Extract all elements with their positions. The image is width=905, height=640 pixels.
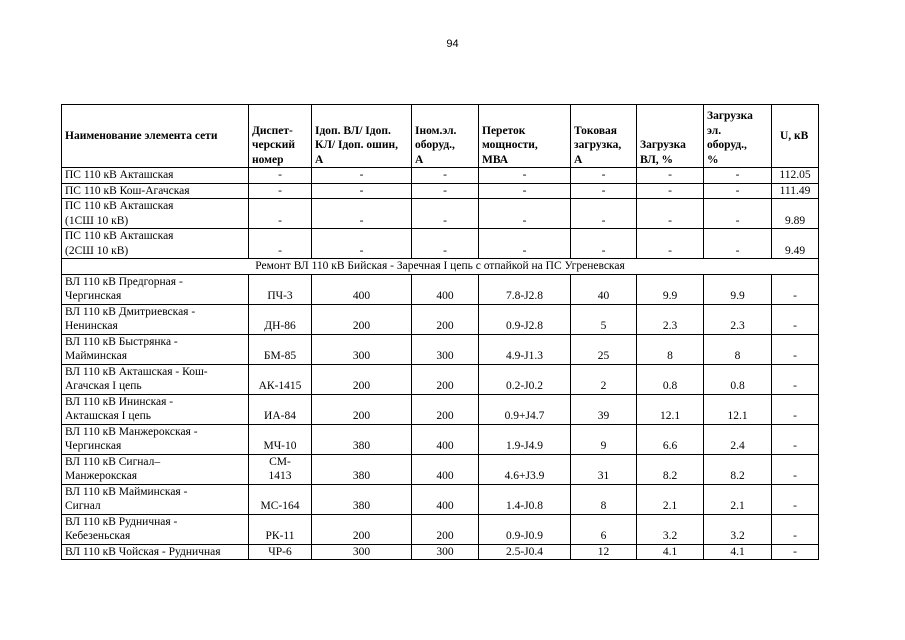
table-cell: 7.8-J2.8	[479, 274, 571, 304]
table-cell: 0.9+J4.7	[479, 394, 571, 424]
table-row	[62, 183, 819, 199]
table-cell: 9.49	[772, 229, 819, 259]
table-cell: 200	[312, 304, 412, 334]
table-cell: -	[479, 199, 571, 229]
table-row	[62, 274, 819, 304]
table-row	[62, 544, 819, 560]
row-element-name: ПС 110 кВ Кош-Агачская	[62, 183, 249, 199]
table-cell: -	[772, 364, 819, 394]
table-cell: 300	[312, 334, 412, 364]
section-row	[62, 259, 819, 275]
table-cell: 25	[571, 334, 637, 364]
table-cell: 40	[571, 274, 637, 304]
table-cell: 380	[312, 484, 412, 514]
table-cell: -	[772, 514, 819, 544]
header-current-load: Токовая загрузка, А	[571, 105, 637, 168]
table-cell: -	[312, 199, 412, 229]
table-cell: -	[412, 199, 479, 229]
table-cell: 39	[571, 394, 637, 424]
table-cell: ДН-86	[249, 304, 312, 334]
table-cell: 2.3	[704, 304, 772, 334]
table-cell: 8	[704, 334, 772, 364]
table-cell: -	[571, 229, 637, 259]
table-cell: -	[704, 183, 772, 199]
table-cell: -	[249, 199, 312, 229]
table-cell: 8	[637, 334, 704, 364]
table-row	[62, 484, 819, 514]
row-element-name: ВЛ 110 кВ Манжерокская - Чергинская	[62, 424, 249, 454]
table-cell: -	[772, 274, 819, 304]
row-element-name: ВЛ 110 кВ Рудничная - Кебезеньская	[62, 514, 249, 544]
header-row	[62, 105, 819, 168]
table-cell: 5	[571, 304, 637, 334]
row-element-name: ПС 110 кВ Акташская (1СШ 10 кВ)	[62, 199, 249, 229]
table-cell: -	[412, 183, 479, 199]
table-cell: РК-11	[249, 514, 312, 544]
table-cell: -	[772, 394, 819, 424]
table-cell: 12.1	[704, 394, 772, 424]
table-cell: 6.6	[637, 424, 704, 454]
network-load-table	[61, 104, 819, 560]
table-cell: 1.9-J4.9	[479, 424, 571, 454]
row-element-name: ВЛ 110 кВ Дмитриевская - Ненинская	[62, 304, 249, 334]
table-cell: 4.1	[704, 544, 772, 560]
table-cell: 9.89	[772, 199, 819, 229]
table-cell: -	[571, 183, 637, 199]
table-cell: -	[312, 168, 412, 184]
table-cell: -	[637, 168, 704, 184]
table-cell: ИА-84	[249, 394, 312, 424]
table-cell: 200	[412, 394, 479, 424]
table-cell: 2.4	[704, 424, 772, 454]
table-cell: 9.9	[704, 274, 772, 304]
table-row	[62, 394, 819, 424]
table-cell: 380	[312, 454, 412, 484]
row-element-name: ПС 110 кВ Акташская (2СШ 10 кВ)	[62, 229, 249, 259]
page-number: 94	[446, 38, 459, 50]
table-cell: -	[704, 229, 772, 259]
table-cell: 0.2-J0.2	[479, 364, 571, 394]
table-cell: 3.2	[637, 514, 704, 544]
table-cell: 400	[412, 424, 479, 454]
table-cell: -	[479, 229, 571, 259]
header-voltage: U, кВ	[772, 105, 819, 168]
table-header	[62, 105, 819, 168]
table-row	[62, 229, 819, 259]
table-row	[62, 514, 819, 544]
table-cell: 4.6+J3.9	[479, 454, 571, 484]
table-cell: 1.4-J0.8	[479, 484, 571, 514]
table-row	[62, 454, 819, 484]
table-cell: 8.2	[637, 454, 704, 484]
table-cell: 9	[571, 424, 637, 454]
table-cell: 2.3	[637, 304, 704, 334]
table-cell: 0.8	[637, 364, 704, 394]
row-element-name: ПС 110 кВ Акташская	[62, 168, 249, 184]
row-element-name: ВЛ 110 кВ Чойская - Рудничная	[62, 544, 249, 560]
table-cell: 400	[412, 454, 479, 484]
table-cell: -	[637, 199, 704, 229]
table-cell: 2.1	[704, 484, 772, 514]
table-cell: 2.1	[637, 484, 704, 514]
table-cell: ЧР-6	[249, 544, 312, 560]
table-row	[62, 199, 819, 229]
table-cell: 0.9-J0.9	[479, 514, 571, 544]
table-cell: ПЧ-3	[249, 274, 312, 304]
table-cell: 6	[571, 514, 637, 544]
table-cell: 12	[571, 544, 637, 560]
row-element-name: ВЛ 110 кВ Майминская - Сигнал	[62, 484, 249, 514]
table-cell: МС-164	[249, 484, 312, 514]
table-cell: 300	[312, 544, 412, 560]
table-cell: -	[479, 168, 571, 184]
table-cell: 2.5-J0.4	[479, 544, 571, 560]
table-cell: -	[772, 304, 819, 334]
table-cell: -	[312, 229, 412, 259]
table-cell: 400	[312, 274, 412, 304]
table-cell: -	[772, 424, 819, 454]
table-cell: 200	[312, 364, 412, 394]
row-element-name: ВЛ 110 кВ Предгорная - Чергинская	[62, 274, 249, 304]
table-cell: -	[571, 199, 637, 229]
table-cell: 200	[312, 394, 412, 424]
table-cell: -	[479, 183, 571, 199]
table-cell: 4.1	[637, 544, 704, 560]
table-cell: -	[412, 168, 479, 184]
table-cell: -	[637, 229, 704, 259]
row-element-name: ВЛ 110 кВ Быстрянка - Майминская	[62, 334, 249, 364]
table-row	[62, 424, 819, 454]
table-cell: -	[772, 454, 819, 484]
table-cell: 112.05	[772, 168, 819, 184]
row-element-name: ВЛ 110 кВ Ининская - Акташская I цепь	[62, 394, 249, 424]
table-cell: 8.2	[704, 454, 772, 484]
row-element-name: ВЛ 110 кВ Сигнал– Манжерокская	[62, 454, 249, 484]
table-cell: 400	[412, 484, 479, 514]
table-cell: 9.9	[637, 274, 704, 304]
table-cell: 300	[412, 544, 479, 560]
table-cell: -	[312, 183, 412, 199]
table-cell: -	[772, 544, 819, 560]
table-cell: 200	[412, 514, 479, 544]
table-cell: 111.49	[772, 183, 819, 199]
table-cell: -	[249, 168, 312, 184]
table-cell: 3.2	[704, 514, 772, 544]
header-equip-load: Загрузка эл. оборуд., %	[704, 105, 772, 168]
table-cell: -	[772, 334, 819, 364]
table-cell: 2	[571, 364, 637, 394]
table-cell: 12.1	[637, 394, 704, 424]
row-element-name: ВЛ 110 кВ Акташская - Кош- Агачская I цепь	[62, 364, 249, 394]
table-row	[62, 334, 819, 364]
table-cell: 400	[412, 274, 479, 304]
table-cell: 200	[412, 304, 479, 334]
table-cell: СМ- 1413	[249, 454, 312, 484]
table-cell: -	[249, 229, 312, 259]
table-cell: -	[249, 183, 312, 199]
table-cell: 0.9-J2.8	[479, 304, 571, 334]
table-cell: 300	[412, 334, 479, 364]
table-cell: 200	[412, 364, 479, 394]
table-cell: 0.8	[704, 364, 772, 394]
header-i-nom: Iном.эл. оборуд., А	[412, 105, 479, 168]
table-cell: 200	[312, 514, 412, 544]
table-cell: 380	[312, 424, 412, 454]
header-element: Наименование элемента сети	[62, 105, 249, 168]
table-cell: БМ-85	[249, 334, 312, 364]
table-cell: 4.9-J1.3	[479, 334, 571, 364]
table-body	[62, 168, 819, 560]
table-cell: -	[412, 229, 479, 259]
table-cell: АК-1415	[249, 364, 312, 394]
table-cell: -	[704, 168, 772, 184]
table-row	[62, 304, 819, 334]
header-line-load: Загрузка ВЛ, %	[637, 105, 704, 168]
table-cell: -	[704, 199, 772, 229]
table-cell: -	[772, 484, 819, 514]
section-title: Ремонт ВЛ 110 кВ Бийская - Заречная I цепь с отпайкой на ПС Угреневская	[62, 259, 819, 275]
table-row	[62, 168, 819, 184]
table-cell: МЧ-10	[249, 424, 312, 454]
header-dispatch-number: Диспет- черский номер	[249, 105, 312, 168]
table-cell: -	[637, 183, 704, 199]
table-cell: 8	[571, 484, 637, 514]
header-power-flow: Переток мощности, МВА	[479, 105, 571, 168]
table-cell: -	[571, 168, 637, 184]
table-row	[62, 364, 819, 394]
header-i-allow: Iдоп. ВЛ/ Iдоп. КЛ/ Iдоп. ошин, А	[312, 105, 412, 168]
table-cell: 31	[571, 454, 637, 484]
